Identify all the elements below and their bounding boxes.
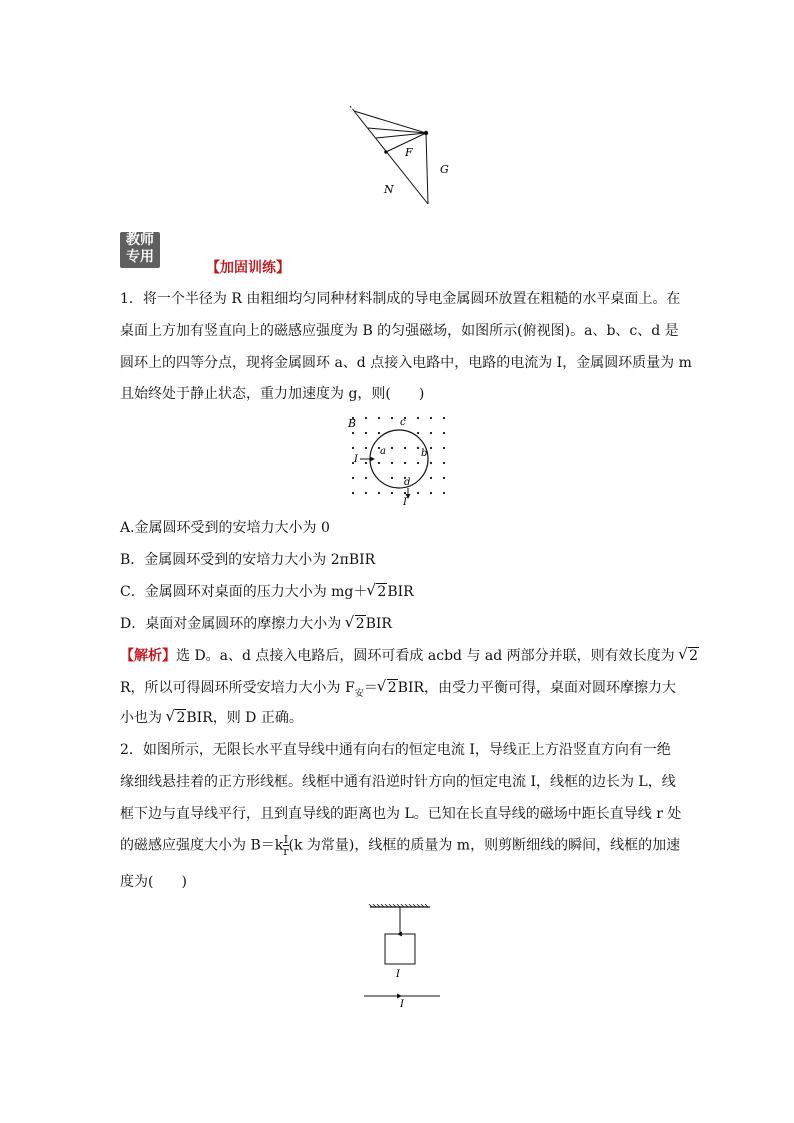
badge-line-1: 教师 xyxy=(126,232,154,248)
q1-line-3: 圆环上的四等分点，现将金属圆环 a、d 点接入电路中，电路的电流为 I，金属圆环质量为 m xyxy=(120,355,692,371)
field-dot xyxy=(391,417,393,419)
ring-field-figure xyxy=(342,412,454,506)
sqrt-radicand: 2 xyxy=(377,584,387,600)
q2-line-4a: 的磁感应强度大小为 B＝k xyxy=(120,837,284,854)
point-b-label: b xyxy=(421,448,428,459)
field-dot xyxy=(430,432,432,434)
option-d xyxy=(120,614,392,634)
field-dot xyxy=(417,462,419,464)
sqrt-radicand: 2 xyxy=(355,616,365,632)
field-dot xyxy=(365,492,367,494)
option-a: A.金属圆环受到的安培力大小为 0 xyxy=(120,520,330,536)
analysis-text-1: 选 D。a、d 点接入电路后，圆环可看成 acbd 与 ad 两部分并联，则有效长度为 xyxy=(176,648,680,664)
sqrt-symbol xyxy=(346,614,366,634)
q2-line-3: 框下边与直导线平行，且到直导线的距离也为 L。已知在长直导线的磁场中距长直导线 r 处 xyxy=(120,806,682,822)
analysis-tag: 【解析】 xyxy=(120,648,176,664)
field-dot xyxy=(443,492,445,494)
sqrt-symbol xyxy=(378,678,398,698)
sqrt-symbol xyxy=(367,582,387,602)
field-dot xyxy=(443,462,445,464)
analysis-text-3b: BIR，则 D 正确。 xyxy=(186,710,303,726)
field-dot xyxy=(417,417,419,419)
field-dot xyxy=(352,477,354,479)
force-N-label: N xyxy=(384,183,394,196)
teacher-only-badge xyxy=(120,232,160,268)
field-dot xyxy=(404,462,406,464)
q2-line-4b: (k 为常量)，线框的质量为 m，则剪断细线的瞬间，线框的加速 xyxy=(288,837,681,854)
point-a-label: a xyxy=(380,446,386,457)
field-dot xyxy=(365,417,367,419)
field-dot xyxy=(443,477,445,479)
field-dot xyxy=(443,417,445,419)
analysis-line-1 xyxy=(120,646,699,666)
q2-line-5: 度为( ) xyxy=(120,874,187,890)
field-dot xyxy=(430,492,432,494)
field-dot xyxy=(352,432,354,434)
field-dot xyxy=(391,462,393,464)
q2-line-4 xyxy=(120,834,680,857)
hanging-loop-figure xyxy=(360,904,444,1008)
field-dot xyxy=(352,447,354,449)
field-dot xyxy=(430,417,432,419)
section-heading: 【加固训练】 xyxy=(206,260,290,276)
force-triangle-figure xyxy=(340,100,470,210)
sqrt-radicand: 2 xyxy=(387,680,397,696)
field-dot xyxy=(365,462,367,464)
sqrt-radicand: 2 xyxy=(689,648,699,664)
q1-line-1: 1．将一个半径为 R 由粗细均匀同种材料制成的导电金属圆环放置在粗糙的水平桌面上。在 xyxy=(120,291,681,307)
point-d-label: d xyxy=(404,477,411,488)
field-dot xyxy=(391,447,393,449)
loop-current-label: I xyxy=(396,969,400,980)
q1-line-2: 桌面上方加有竖直向上的磁感应强度为 B 的匀强磁场，如图所示(俯视图)。a、b、c、d 是 xyxy=(120,323,679,339)
wire-current-label: I xyxy=(400,999,404,1008)
fraction-numerator: I xyxy=(283,833,289,846)
field-dot xyxy=(430,462,432,464)
field-dot xyxy=(365,447,367,449)
field-dot xyxy=(378,492,380,494)
option-b: B．金属圆环受到的安培力大小为 2πBIR xyxy=(120,552,376,568)
field-dot xyxy=(430,477,432,479)
point-c-label: c xyxy=(400,417,406,428)
analysis-text-2a: R，所以可得圆环所受安培力大小为 F xyxy=(120,680,355,696)
field-dot xyxy=(378,462,380,464)
q1-line-4: 且始终处于静止状态，重力加速度为 g，则( ) xyxy=(120,386,425,402)
field-dot xyxy=(404,447,406,449)
q2-line-1: 2．如图所示，无限长水平直导线中通有向右的恒定电流 I，导线正上方沿竖直方向有一绝 xyxy=(120,742,671,758)
option-d-prefix: D．桌面对金属圆环的摩擦力大小为 xyxy=(120,616,346,632)
analysis-text-2c: BIR，由受力平衡可得，桌面对圆环摩擦力大 xyxy=(397,680,677,696)
option-d-suffix: BIR xyxy=(365,616,392,632)
field-dot xyxy=(391,492,393,494)
sqrt-radicand: 2 xyxy=(176,710,186,726)
field-dot xyxy=(443,432,445,434)
field-dot xyxy=(443,447,445,449)
option-c-prefix: C．金属圆环对桌面的压力大小为 mg＋ xyxy=(120,584,368,600)
force-G-label: G xyxy=(440,163,449,176)
fraction-denominator: r xyxy=(283,845,289,858)
sqrt-symbol xyxy=(679,646,699,666)
current-out-label: I xyxy=(403,497,407,506)
sqrt-symbol xyxy=(166,708,186,728)
field-dot xyxy=(417,447,419,449)
field-B-label: B xyxy=(348,417,357,430)
field-dot xyxy=(352,492,354,494)
option-c xyxy=(120,582,414,602)
field-dot xyxy=(365,477,367,479)
current-in-label: I xyxy=(354,454,358,465)
analysis-text-3a: 小也为 xyxy=(120,710,167,726)
field-dot xyxy=(378,417,380,419)
badge-line-2: 专用 xyxy=(126,249,154,265)
field-dot xyxy=(417,492,419,494)
field-dot xyxy=(365,432,367,434)
analysis-subscript: 安 xyxy=(354,688,364,699)
field-dot xyxy=(378,432,380,434)
analysis-line-3 xyxy=(120,708,303,728)
analysis-line-2 xyxy=(120,678,676,704)
option-c-suffix: BIR xyxy=(387,584,414,600)
field-dot xyxy=(404,492,406,494)
field-dot xyxy=(430,447,432,449)
analysis-text-2b: ＝ xyxy=(363,680,378,696)
force-F-label: F xyxy=(405,146,413,159)
field-dot xyxy=(417,432,419,434)
q2-line-2: 缘细线悬挂着的正方形线框。线框中通有沿逆时针方向的恒定电流 I，线框的边长为 L，线 xyxy=(120,774,676,790)
field-dot xyxy=(391,477,393,479)
